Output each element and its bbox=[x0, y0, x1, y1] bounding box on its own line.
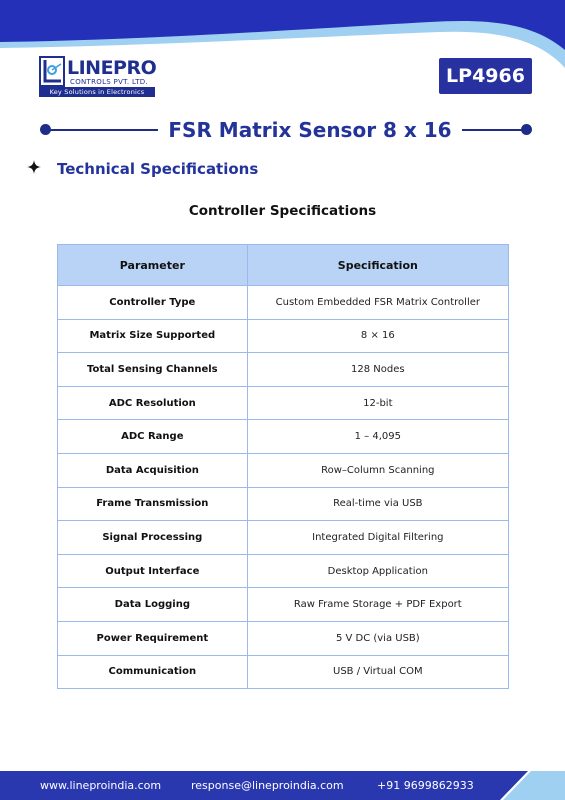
row-parameter: Matrix Size Supported bbox=[58, 319, 248, 353]
table-row bbox=[58, 453, 509, 487]
logo-subtitle: CONTROLS PVT. LTD. bbox=[70, 78, 148, 86]
page-title: FSR Matrix Sensor 8 x 16 bbox=[168, 118, 452, 142]
row-parameter: Controller Type bbox=[58, 286, 248, 320]
title-left-rule bbox=[48, 129, 158, 131]
table-row bbox=[58, 353, 509, 387]
row-specification: 128 Nodes bbox=[247, 353, 508, 387]
table-row bbox=[58, 286, 509, 320]
footer-phone-number[interactable]: +91 9699862933 bbox=[377, 779, 474, 792]
row-specification: 8 × 16 bbox=[247, 319, 508, 353]
footer-email-link[interactable]: response@lineproindia.com bbox=[191, 779, 344, 792]
footer-bar bbox=[0, 771, 565, 800]
row-parameter: Communication bbox=[58, 655, 248, 689]
row-specification: Integrated Digital Filtering bbox=[247, 521, 508, 555]
row-specification: 5 V DC (via USB) bbox=[247, 621, 508, 655]
logo-tagline: Key Solutions in Electronics bbox=[39, 87, 155, 97]
row-specification: Custom Embedded FSR Matrix Controller bbox=[247, 286, 508, 320]
row-parameter: ADC Range bbox=[58, 420, 248, 454]
section-title: Technical Specifications bbox=[57, 160, 259, 178]
row-parameter: Total Sensing Channels bbox=[58, 353, 248, 387]
row-specification: Raw Frame Storage + PDF Export bbox=[247, 588, 508, 622]
table-row bbox=[58, 621, 509, 655]
row-specification: 1 – 4,095 bbox=[247, 420, 508, 454]
controller-specifications-table bbox=[57, 244, 509, 689]
company-logo bbox=[39, 56, 157, 98]
row-parameter: Output Interface bbox=[58, 554, 248, 588]
title-right-dot bbox=[521, 124, 532, 135]
header-parameter: Parameter bbox=[58, 245, 248, 286]
table-row bbox=[58, 319, 509, 353]
row-specification: USB / Virtual COM bbox=[247, 655, 508, 689]
table-row bbox=[58, 386, 509, 420]
row-specification: Row–Column Scanning bbox=[247, 453, 508, 487]
row-parameter: Data Acquisition bbox=[58, 453, 248, 487]
row-parameter: Power Requirement bbox=[58, 621, 248, 655]
row-parameter: ADC Resolution bbox=[58, 386, 248, 420]
part-number-badge: LP4966 bbox=[439, 58, 532, 94]
row-parameter: Data Logging bbox=[58, 588, 248, 622]
title-right-rule bbox=[462, 129, 522, 131]
title-row bbox=[40, 114, 532, 146]
linepro-logo-mark-icon bbox=[39, 56, 65, 88]
table-header-row bbox=[58, 245, 509, 286]
row-parameter: Frame Transmission bbox=[58, 487, 248, 521]
table-row bbox=[58, 521, 509, 555]
sparkle-icon bbox=[27, 160, 41, 174]
table-row bbox=[58, 420, 509, 454]
table-title: Controller Specifications bbox=[188, 203, 377, 219]
logo-company-name: LINEPRO bbox=[67, 57, 157, 79]
row-specification: Real-time via USB bbox=[247, 487, 508, 521]
row-parameter: Signal Processing bbox=[58, 521, 248, 555]
row-specification: 12-bit bbox=[247, 386, 508, 420]
table-row bbox=[58, 655, 509, 689]
footer-website-link[interactable]: www.lineproindia.com bbox=[40, 779, 162, 792]
table-row bbox=[58, 588, 509, 622]
table-row bbox=[58, 487, 509, 521]
table-row bbox=[58, 554, 509, 588]
header-specification: Specification bbox=[247, 245, 508, 286]
row-specification: Desktop Application bbox=[247, 554, 508, 588]
